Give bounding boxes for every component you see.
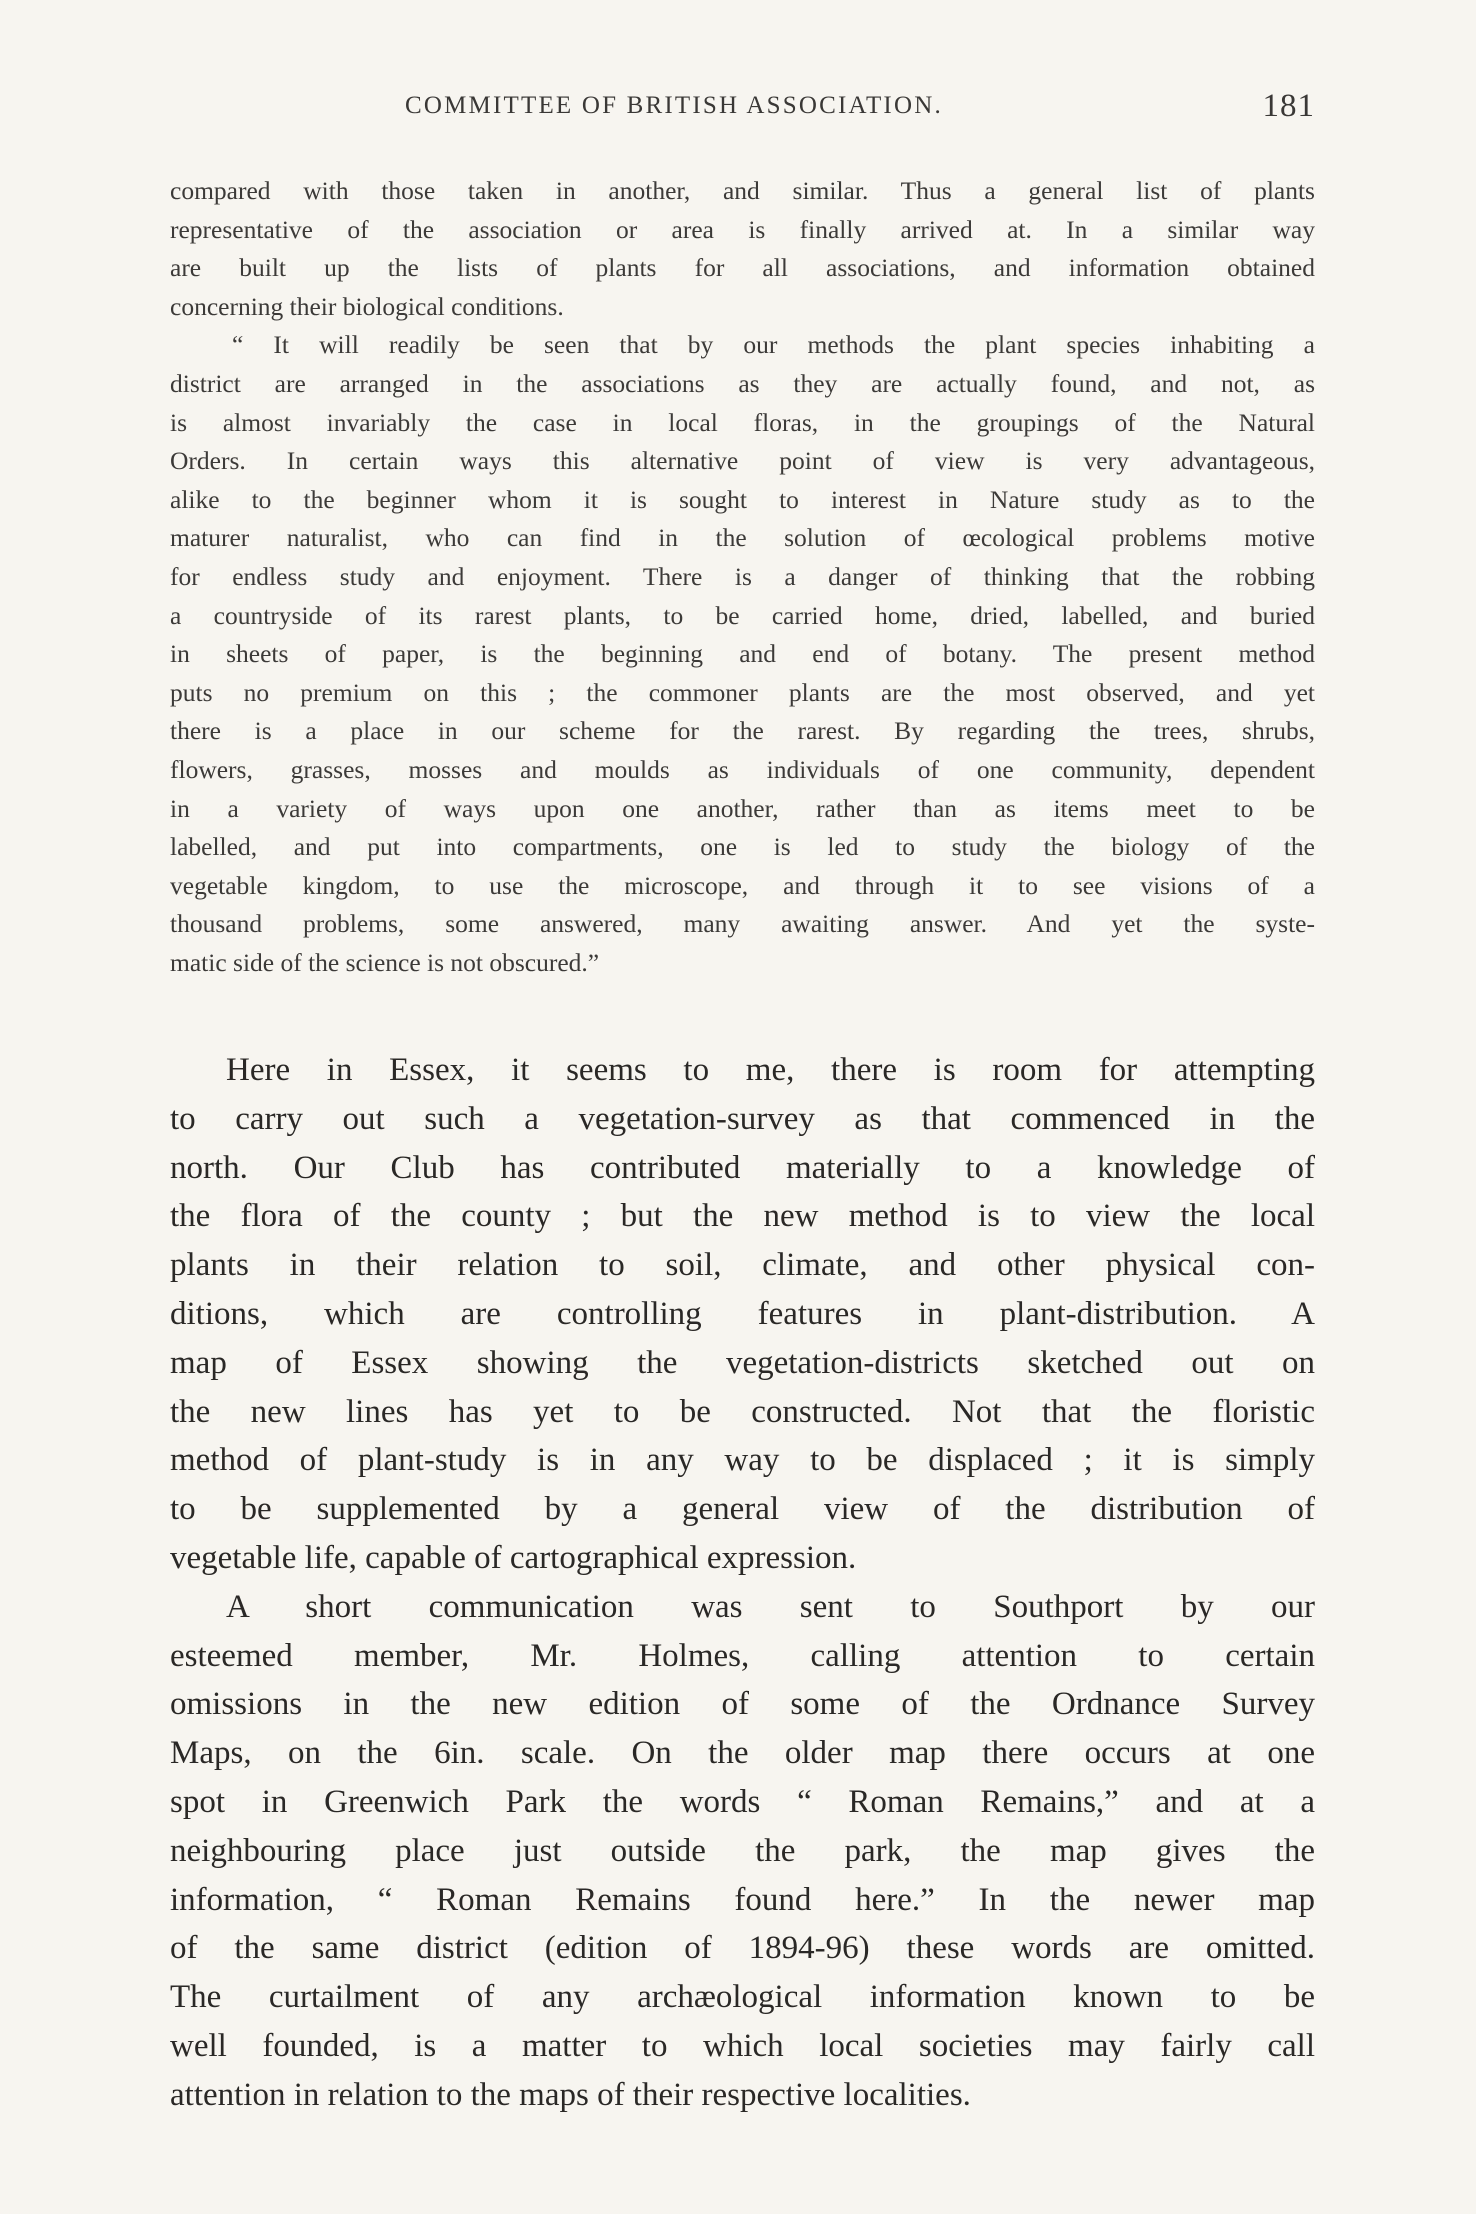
text-line: of the same district (edition of 1894-96) these words are omitted. <box>170 1930 1315 1967</box>
text-line: esteemed member, Mr. Holmes, calling attention to certain <box>170 1637 1315 1674</box>
text-line: matic side of the science is not obscured.” <box>170 947 600 977</box>
quoted-passage <box>170 172 1315 982</box>
text-line: alike to the beginner whom it is sought to interest in Nature study as to the <box>170 484 1315 514</box>
text-line: a countryside of its rarest plants, to be carried home, dried, labelled, and buried <box>170 600 1315 630</box>
text-line: “ It will readily be seen that by our methods the plant species inhabiting a <box>232 330 1315 360</box>
text-line: Maps, on the 6in. scale. On the older map there occurs at one <box>170 1735 1315 1772</box>
text-line: Here in Essex, it seems to me, there is room for attempting <box>226 1052 1315 1088</box>
text-line: A short communication was sent to Southport by our <box>226 1588 1315 1625</box>
text-line: well founded, is a matter to which local societies may fairly call <box>170 2027 1315 2064</box>
text-line: maturer naturalist, who can find in the solution of œcological problems motive <box>170 523 1315 553</box>
text-line: north. Our Club has contributed materially to a knowledge of <box>170 1149 1315 1186</box>
text-line: labelled, and put into compartments, one is led to study the biology of the <box>170 832 1315 862</box>
text-line: plants in their relation to soil, climate, and other physical con- <box>170 1247 1315 1284</box>
text-line: information, “ Roman Remains found here.” In the newer map <box>170 1881 1315 1918</box>
text-line: in a variety of ways upon one another, rather than as items meet to be <box>170 793 1315 823</box>
text-line: The curtailment of any archæological information known to be <box>170 1979 1315 2016</box>
text-line: there is a place in our scheme for the rarest. By regarding the trees, shrubs, <box>170 716 1315 746</box>
text-line: for endless study and enjoyment. There is a danger of thinking that the robbing <box>170 561 1315 591</box>
running-title: COMMITTEE OF BRITISH ASSOCIATION. <box>405 92 943 119</box>
text-line: district are arranged in the associations as they are actually found, and not, as <box>170 368 1315 398</box>
text-line: in sheets of paper, is the beginning and end of botany. The present method <box>170 639 1315 669</box>
text-line: method of plant-study is in any way to be displaced ; it is simply <box>170 1442 1315 1479</box>
main-text <box>170 1046 1315 2120</box>
text-line: puts no premium on this ; the commoner plants are the most observed, and yet <box>170 677 1315 707</box>
text-line: is almost invariably the case in local floras, in the groupings of the Natural <box>170 407 1315 437</box>
text-line: spot in Greenwich Park the words “ Roman Remains,” and at a <box>170 1783 1315 1820</box>
running-head <box>170 88 1315 136</box>
text-line: flowers, grasses, mosses and moulds as individuals of one community, dependent <box>170 754 1315 784</box>
page-number: 181 <box>1262 88 1315 124</box>
text-line: vegetable kingdom, to use the microscope, and through it to see visions of a <box>170 870 1315 900</box>
text-line: attention in relation to the maps of their respective localities. <box>170 2076 971 2113</box>
text-line: Orders. In certain ways this alternative point of view is very advantageous, <box>170 446 1315 476</box>
text-line: compared with those taken in another, and similar. Thus a general list of plants <box>170 176 1315 205</box>
text-line: are built up the lists of plants for all associations, and information obtained <box>170 253 1315 283</box>
text-line: map of Essex showing the vegetation-districts sketched out on <box>170 1344 1315 1381</box>
text-line: ditions, which are controlling features in plant-distribution. A <box>170 1295 1315 1332</box>
text-line: thousand problems, some answered, many awaiting answer. And yet the syste- <box>170 909 1315 939</box>
text-line: to carry out such a vegetation-survey as that commenced in the <box>170 1100 1315 1137</box>
text-line: omissions in the new edition of some of the Ordnance Survey <box>170 1686 1315 1723</box>
text-line: representative of the association or area is finally arrived at. In a similar way <box>170 214 1315 244</box>
text-line: vegetable life, capable of cartographical expression. <box>170 1539 857 1576</box>
text-line: the flora of the county ; but the new method is to view the local <box>170 1198 1315 1235</box>
text-line: concerning their biological conditions. <box>170 291 564 321</box>
text-line: the new lines has yet to be constructed. Not that the floristic <box>170 1393 1315 1430</box>
text-line: neighbouring place just outside the park, the map gives the <box>170 1832 1315 1869</box>
text-line: to be supplemented by a general view of the distribution of <box>170 1491 1315 1528</box>
